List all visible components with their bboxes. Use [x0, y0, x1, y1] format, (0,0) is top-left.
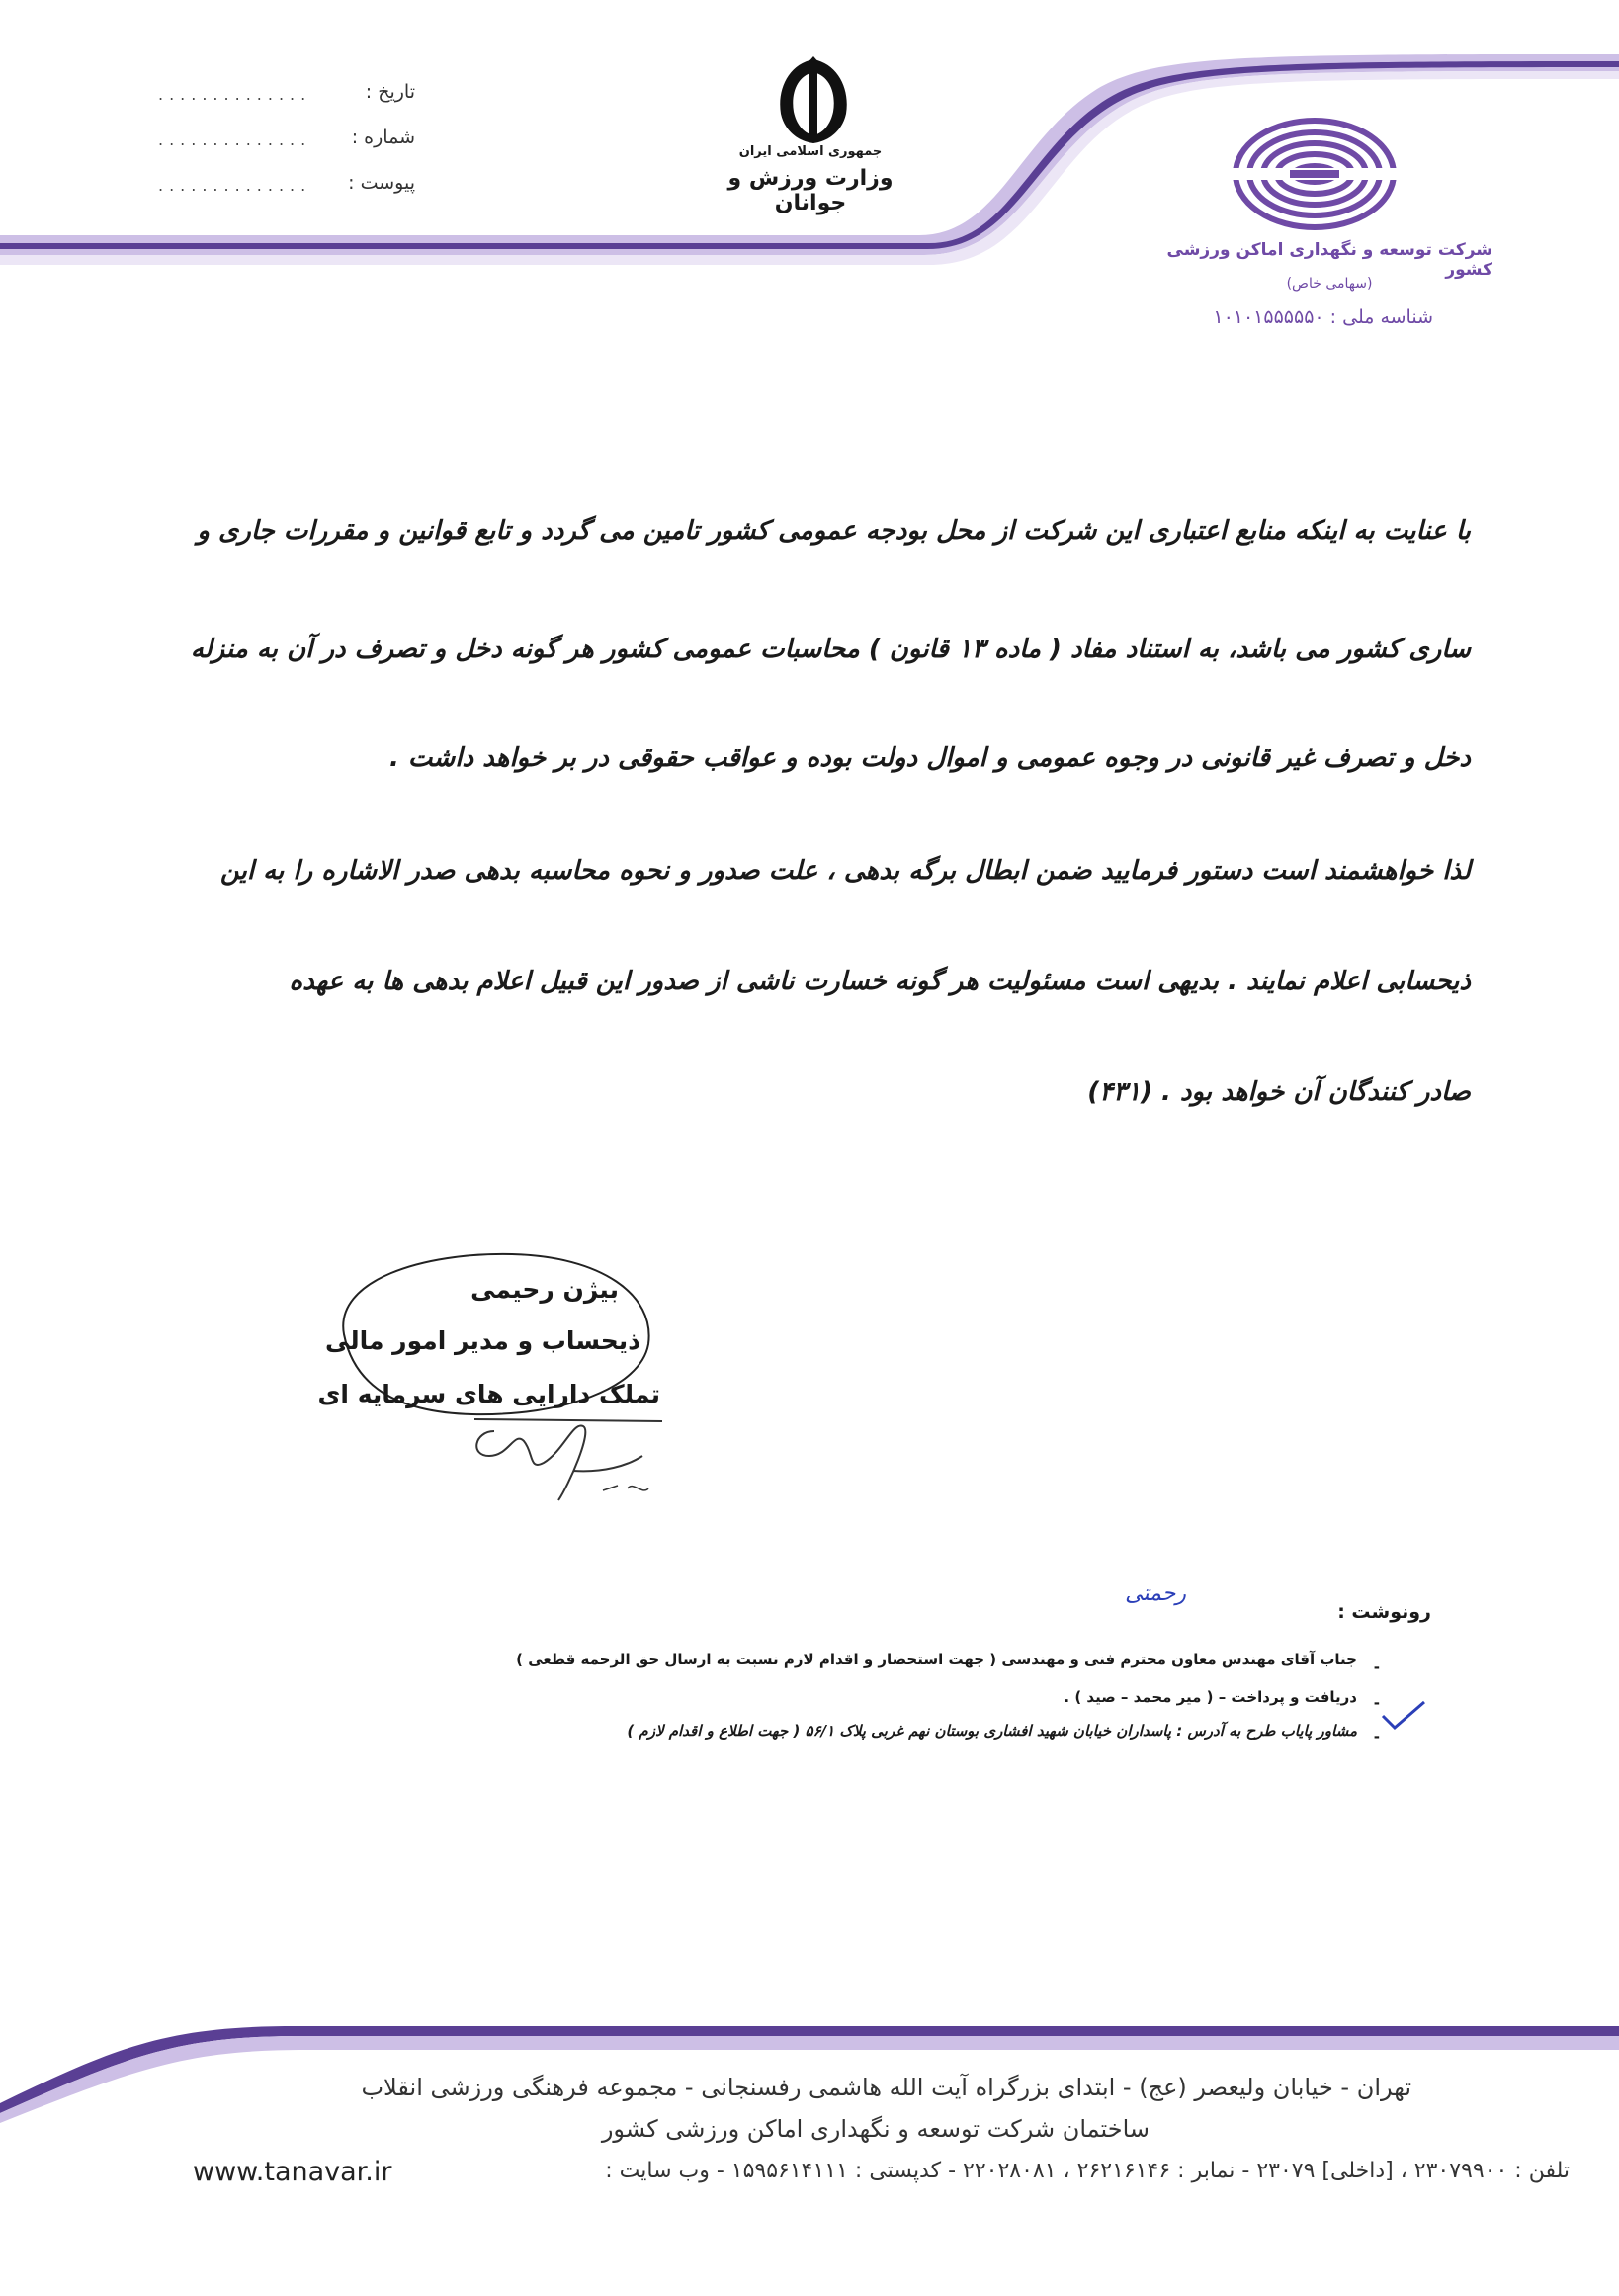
handwritten-name: رحمتی — [1125, 1581, 1186, 1606]
attachment-field: .............. پیوست : — [158, 172, 415, 195]
date-field: .............. تاریخ : — [158, 81, 415, 104]
number-field: .............. شماره : — [158, 127, 415, 149]
body-line: لذا خواهشمند است دستور فرمایید ضمن ابطال برگه بدهی ، علت صدور و نحوه محاسبه بدهی صدر الاشاره را به این — [219, 856, 1471, 886]
body-line: ذیحسابی اعلام نمایند . بدیهی است مسئولیت هر گونه خسارت ناشی از صدور این قبیل اعلام بدهی ها به عهده — [289, 967, 1471, 996]
cc-dash: - — [1373, 1658, 1380, 1676]
cc-item: جناب آقای مهندس معاون محترم فنی و مهندسی ( جهت استحضار و اقدام لازم نسبت به ارسال حق الزحمه قطعی ) — [516, 1651, 1357, 1668]
signatory-unit: تملک دارایی های سرمایه ای — [317, 1380, 660, 1408]
footer-address-line2: ساختمان شرکت توسعه و نگهداری اماکن ورزشی کشور — [601, 2115, 1150, 2143]
company-logo-icon — [1231, 117, 1399, 230]
company-name: شرکت توسعه و نگهداری اماکن ورزشی کشور — [1166, 240, 1492, 280]
iran-emblem-icon — [769, 54, 858, 148]
body-line: دخل و تصرف غیر قانونی در وجوه عمومی و اموال دولت بوده و عواقب حقوقی در بر خواهد داشت . — [388, 743, 1471, 773]
checkmark-icon — [1379, 1698, 1428, 1733]
signatory-name: بیژن رحیمی — [470, 1275, 619, 1304]
body-line: صادر کنندگان آن خواهد بود . (۴۳۱) — [1087, 1077, 1471, 1107]
cc-item: دریافت و پرداخت – ( میر محمد – صید ) . — [1064, 1688, 1357, 1706]
body-line: ساری کشور می باشد، به استناد مفاد ( ماده ۱۳ قانون ) محاسبات عمومی کشور هر گونه دخل و تصرف در آن به منزله — [190, 635, 1471, 664]
handwritten-signature — [455, 1402, 672, 1510]
government-title: جمهوری اسلامی ایران — [738, 144, 883, 159]
cc-dash: - — [1373, 1694, 1380, 1712]
cc-dash: - — [1373, 1728, 1380, 1745]
cc-title: رونوشت : — [1337, 1601, 1431, 1623]
footer-address-line1: تهران - خیابان ولیعصر (عج) - ابتدای بزرگراه آیت الله هاشمی رفسنجانی - مجموعه فرهنگی ورزشی انقلاب — [361, 2074, 1411, 2101]
cc-item: مشاور پایاب طرح به آدرس : پاسداران خیابان شهید افشاری بوستان نهم غربی پلاک ۵۶/۱ ( جهت اطلاع و اقدام لازم ) — [627, 1722, 1357, 1740]
body-line: با عنایت به اینکه منابع اعتباری این شرکت از محل بودجه عمومی کشور تامین می گردد و تابع قوانین و مقررات جاری و — [197, 516, 1471, 546]
footer-contact: تلفن : ۲۳۰۷۹۹۰۰ ، [داخلی] ۲۳۰۷۹ - نمابر : ۲۶۲۱۶۱۴۶ ، ۲۲۰۲۸۰۸۱ - کدپستی : ۱۵۹۵۶۱۴۱۱۱ - وب سایت : — [605, 2159, 1570, 2183]
ministry-title: وزارت ورزش و جوانان — [727, 166, 894, 215]
national-id: شناسه ملی : ۱۰۱۰۱۵۵۵۵۵۰ — [1213, 306, 1433, 328]
signatory-title: ذیحساب و مدیر امور مالی — [324, 1326, 640, 1355]
website-link[interactable]: www.tanavar.ir — [193, 2157, 392, 2187]
footer-wave-band — [0, 2006, 1619, 2125]
company-type: (سهامی خاص) — [1286, 276, 1373, 292]
